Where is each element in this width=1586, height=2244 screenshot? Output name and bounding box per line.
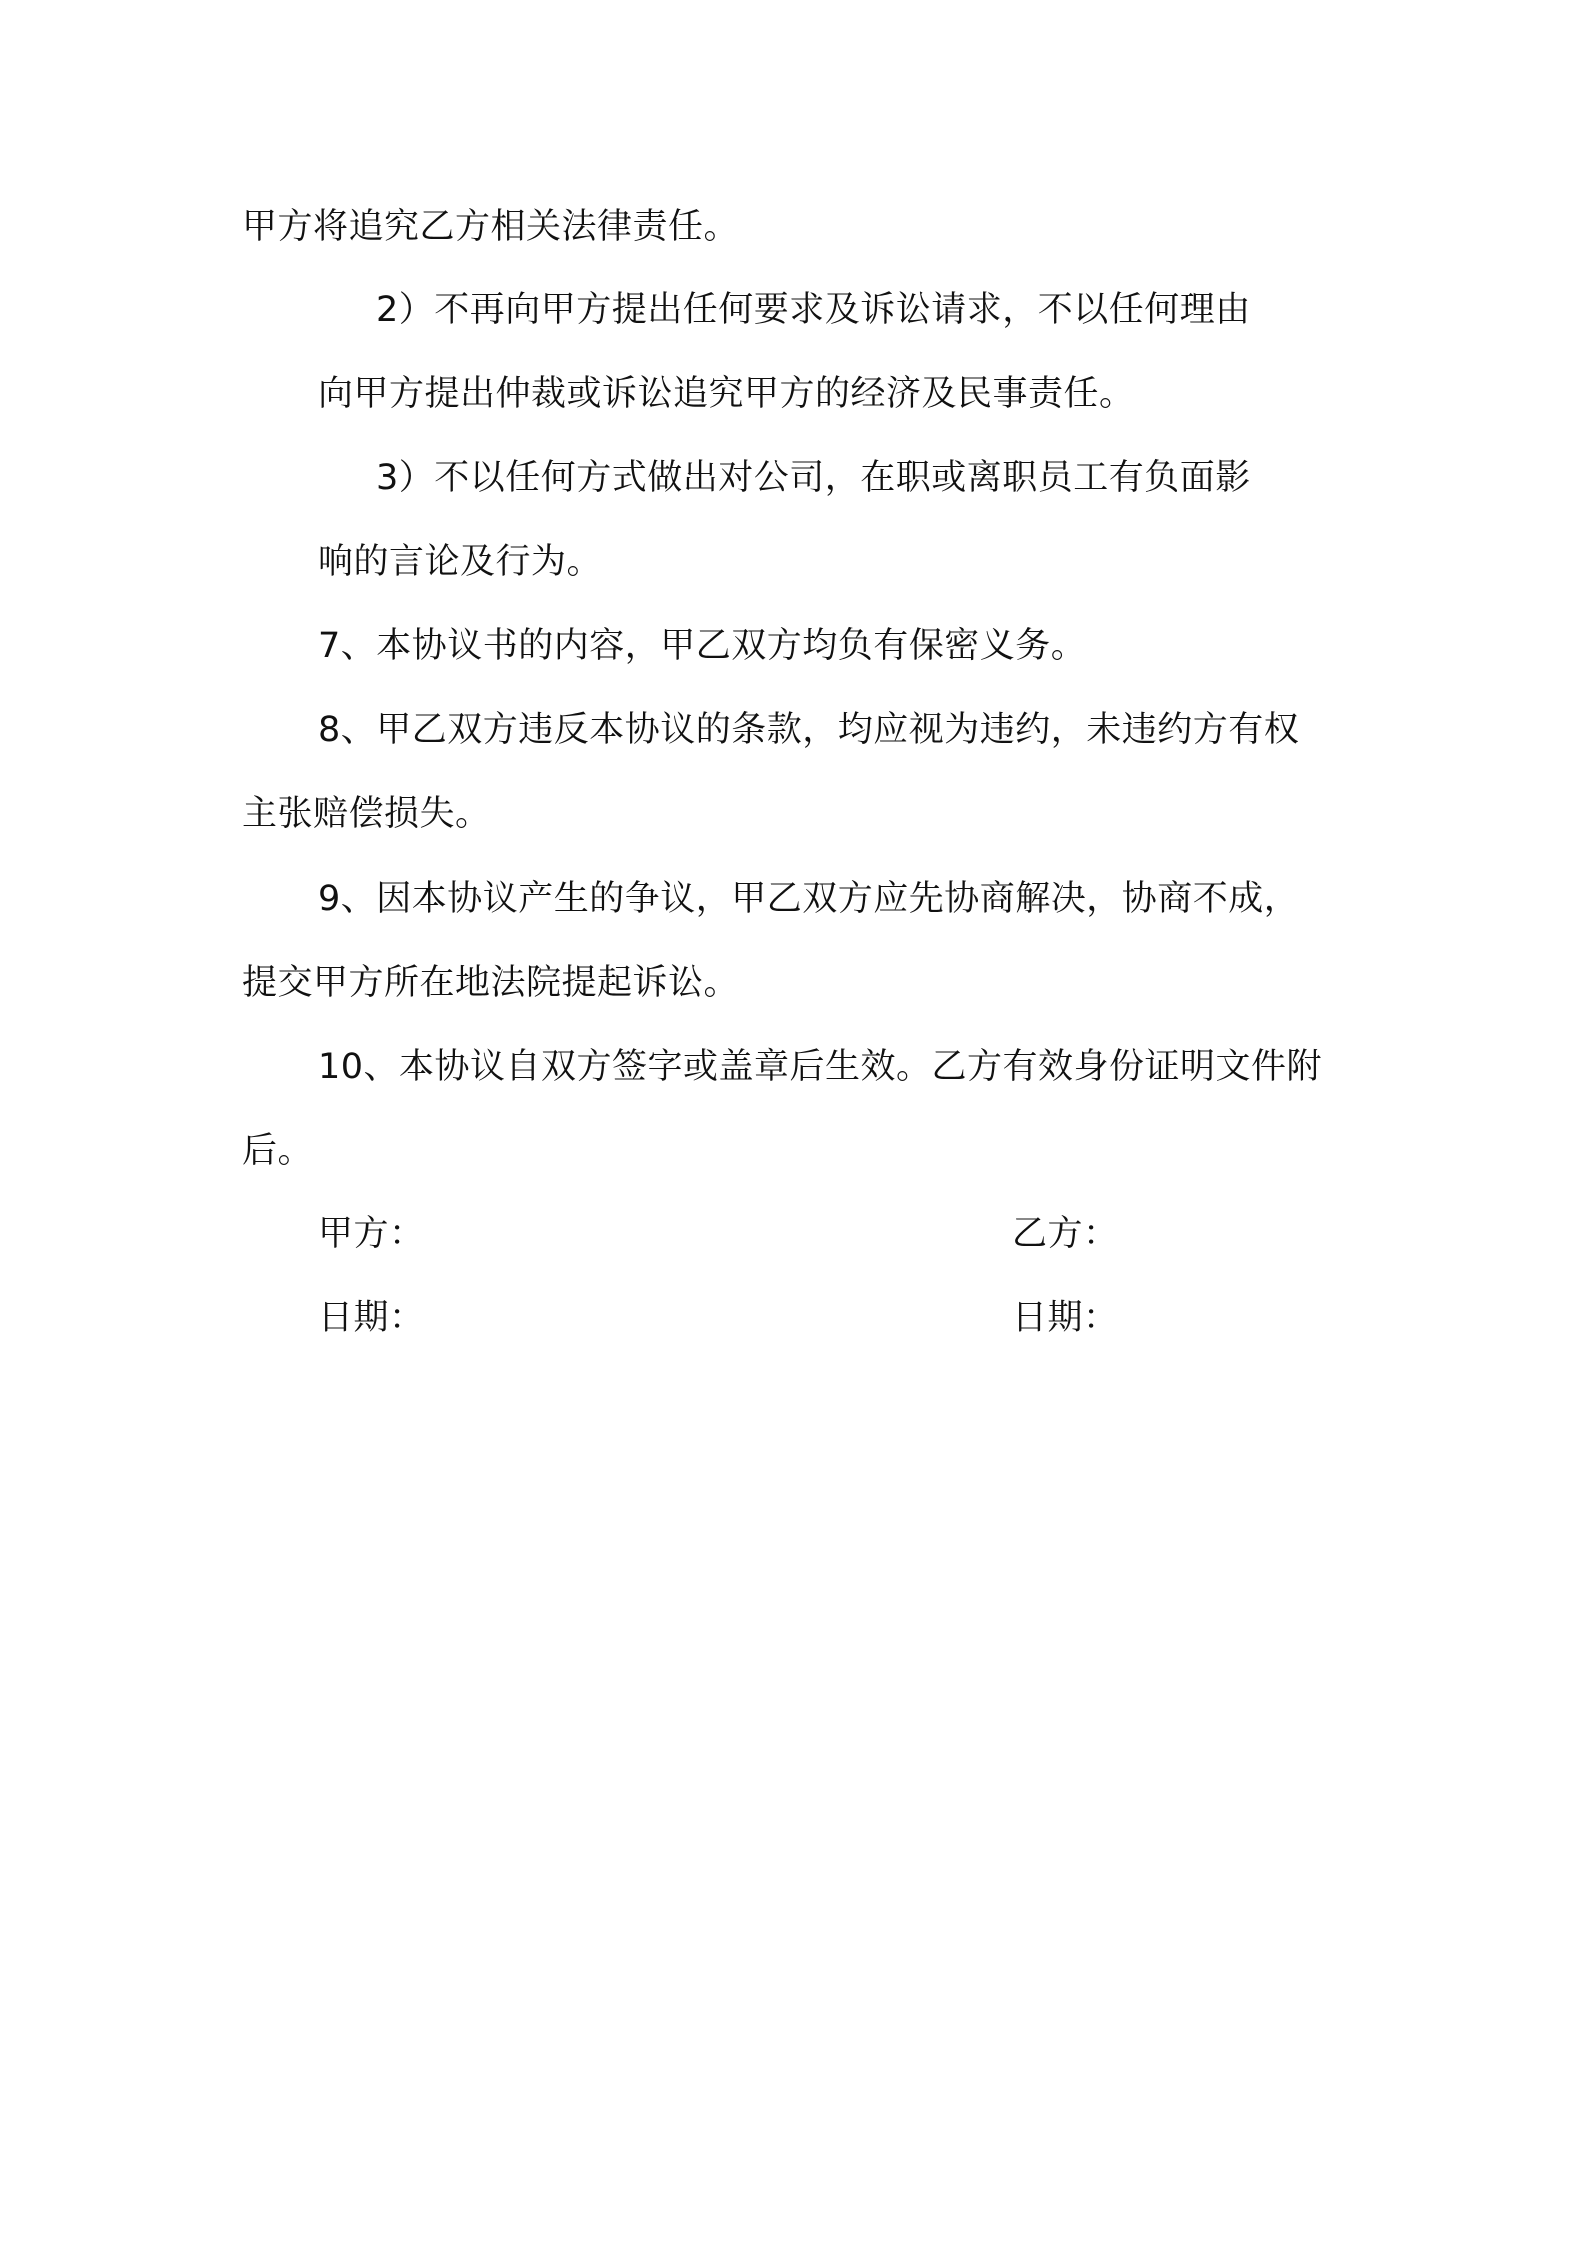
clause-7-text: 7、本协议书的内容，甲乙双方均负有保密义务。 <box>318 626 1087 666</box>
subclause-2-line-2: 向甲方提出仲裁或诉讼追究甲方的经济及民事责任。 <box>318 374 1135 414</box>
party-a-signature-label: 甲方： <box>318 1214 425 1254</box>
subclause-3-line-1: 3）不以任何方式做出对公司，在职或离职员工有负面影 <box>376 458 1251 498</box>
clause-10-line-2: 后。 <box>242 1131 314 1171</box>
party-a-date-label: 日期： <box>318 1298 425 1338</box>
subclause-2-line-1: 2）不再向甲方提出任何要求及诉讼请求，不以任何理由 <box>376 290 1251 330</box>
clause-8-line-1: 8、甲乙双方违反本协议的条款，均应视为违约，未违约方有权 <box>318 710 1300 750</box>
subclause-3-line-2: 响的言论及行为。 <box>318 542 603 582</box>
clause-8-line-2: 主张赔偿损失。 <box>242 794 491 834</box>
party-b-signature-label: 乙方： <box>1012 1214 1119 1254</box>
clause-9-line-1: 9、因本协议产生的争议，甲乙双方应先协商解决，协商不成， <box>318 879 1300 919</box>
clause-continuation-text: 甲方将追究乙方相关法律责任。 <box>242 207 740 247</box>
party-b-date-label: 日期： <box>1012 1298 1119 1338</box>
clause-9-line-2: 提交甲方所在地法院提起诉讼。 <box>242 963 740 1003</box>
clause-10-line-1: 10、本协议自双方签字或盖章后生效。乙方有效身份证明文件附 <box>318 1047 1323 1087</box>
